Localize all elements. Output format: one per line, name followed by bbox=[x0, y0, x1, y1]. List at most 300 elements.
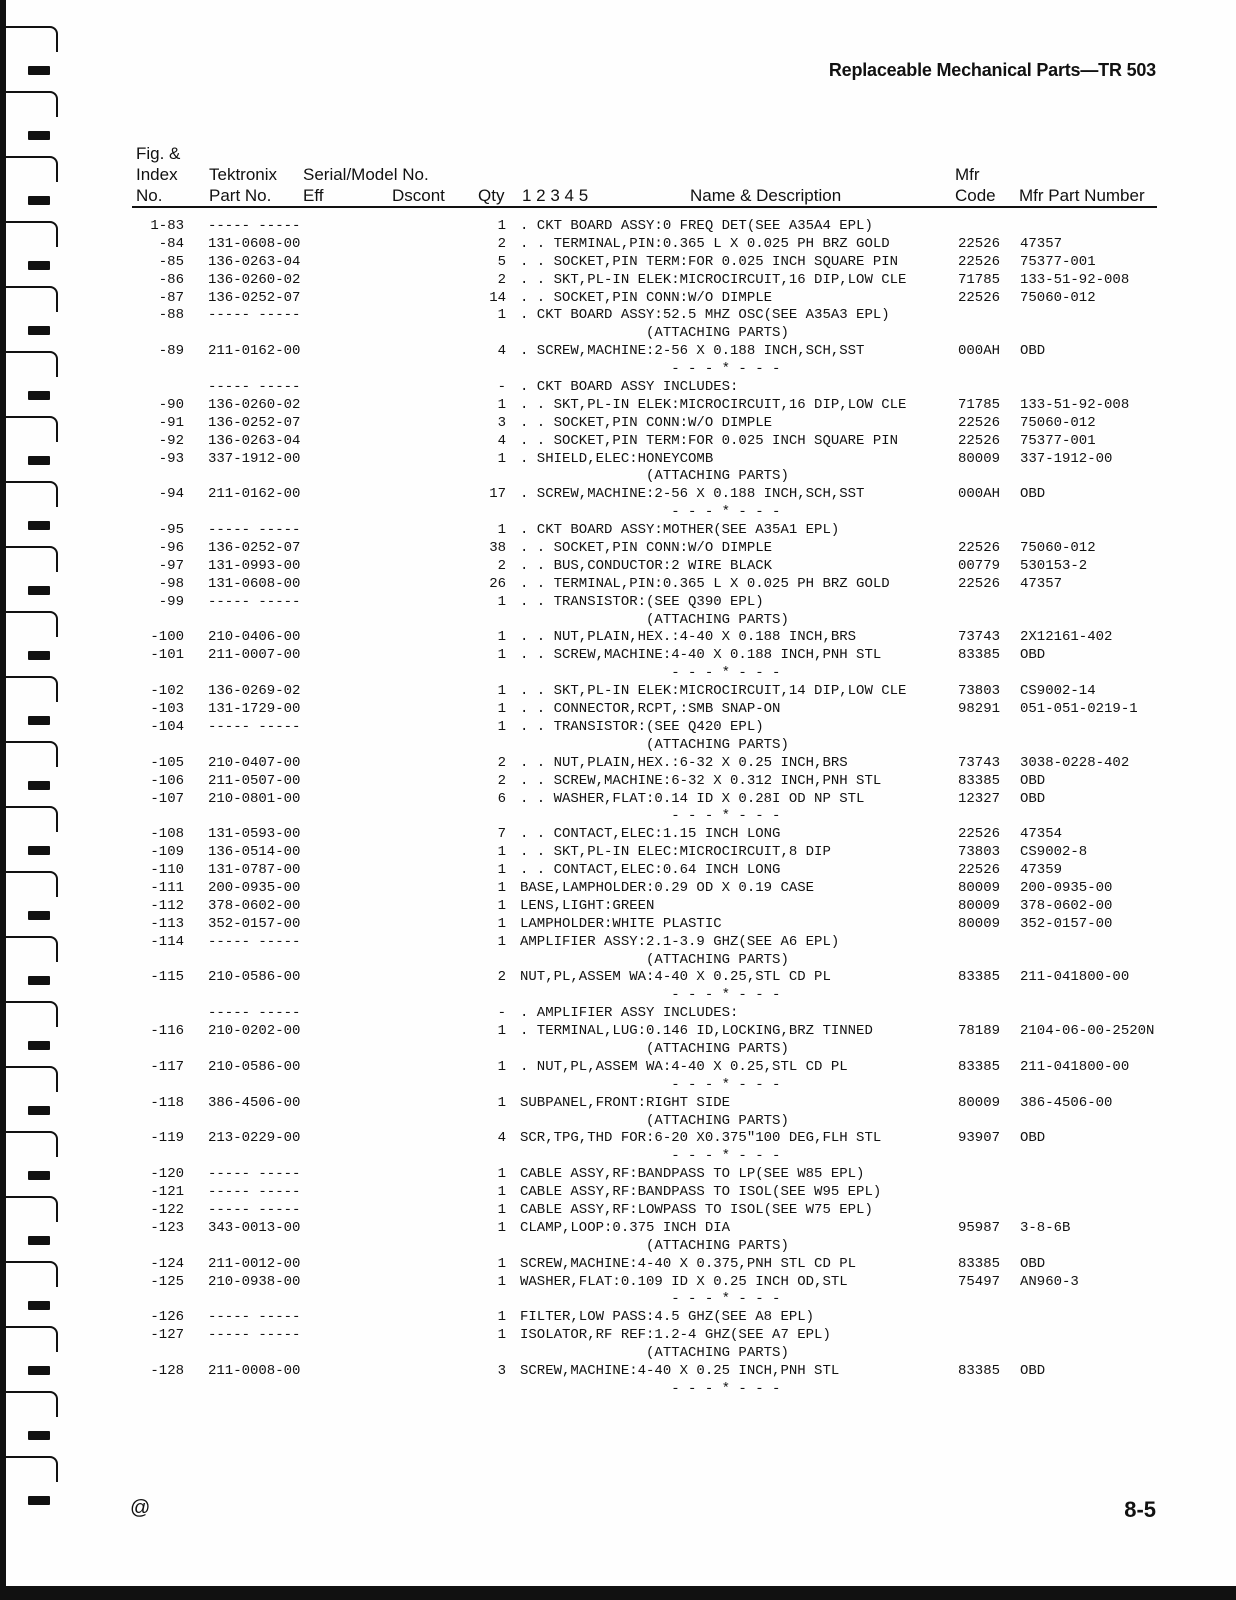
fig-index: -96 bbox=[158, 540, 184, 557]
table-row bbox=[0, 737, 1236, 755]
name-description: - - - * - - - bbox=[520, 1380, 781, 1397]
name-description: SCREW,MACHINE:4-40 X 0.375,PNH STL CD PL bbox=[520, 1255, 857, 1272]
table-row bbox=[0, 934, 1236, 952]
binder-tab bbox=[28, 66, 50, 75]
mfr-code: 80009 bbox=[958, 1094, 1001, 1111]
fig-index: -87 bbox=[158, 289, 184, 306]
mfr-part-number: 378-0602-00 bbox=[1020, 897, 1113, 914]
fig-index: -94 bbox=[158, 486, 184, 503]
name-description: . . BUS,CONDUCTOR:2 WIRE BLACK bbox=[520, 557, 773, 574]
quantity: 1 bbox=[497, 629, 506, 646]
mfr-code: 22526 bbox=[958, 235, 1001, 252]
table-row bbox=[0, 719, 1236, 737]
name-description: . . SKT,PL-IN ELEK:MICROCIRCUIT,14 DIP,LOW CLE bbox=[520, 683, 907, 700]
quantity: 1 bbox=[497, 1094, 506, 1111]
name-description: SUBPANEL,FRONT:RIGHT SIDE bbox=[520, 1094, 731, 1111]
quantity: 1 bbox=[497, 1201, 506, 1218]
part-number: 211-0162-00 bbox=[208, 343, 301, 360]
part-number: ----- ----- bbox=[208, 1327, 301, 1344]
mfr-code: 00779 bbox=[958, 557, 1001, 574]
name-description: . . SKT,PL-IN ELEK:MICROCIRCUIT,16 DIP,LOW CLE bbox=[520, 271, 907, 288]
quantity: 4 bbox=[497, 1130, 506, 1147]
mfr-part-number: 200-0935-00 bbox=[1020, 879, 1113, 896]
mfr-code: 71785 bbox=[958, 271, 1001, 288]
mfr-part-number: OBD bbox=[1020, 1255, 1046, 1272]
mfr-code: 22526 bbox=[958, 289, 1001, 306]
col-dscont: Dscont bbox=[392, 186, 445, 205]
fig-index: 1-83 bbox=[150, 218, 184, 234]
quantity: 1 bbox=[497, 1273, 506, 1290]
table-row bbox=[0, 969, 1236, 987]
quantity: - bbox=[497, 1005, 506, 1022]
table-row bbox=[0, 1202, 1236, 1220]
table-row bbox=[0, 1184, 1236, 1202]
name-description: (ATTACHING PARTS) bbox=[520, 611, 789, 628]
quantity: 2 bbox=[497, 754, 506, 771]
name-description: . . SOCKET,PIN CONN:W/O DIMPLE bbox=[520, 414, 773, 431]
part-number: 210-0202-00 bbox=[208, 1023, 301, 1040]
fig-index: -126 bbox=[150, 1309, 184, 1326]
fig-index: -100 bbox=[150, 629, 184, 646]
quantity: 3 bbox=[497, 1363, 506, 1379]
fig-index: -128 bbox=[150, 1363, 184, 1379]
table-row bbox=[0, 1327, 1236, 1345]
part-number: 136-0252-07 bbox=[208, 540, 301, 557]
name-description: (ATTACHING PARTS) bbox=[520, 1112, 789, 1129]
table-row bbox=[0, 1381, 1236, 1399]
table-row bbox=[0, 290, 1236, 308]
part-number: 211-0162-00 bbox=[208, 486, 301, 503]
col-eff: Eff bbox=[303, 186, 324, 205]
name-description: . CKT BOARD ASSY:52.5 MHZ OSC(SEE A35A3 EPL) bbox=[520, 307, 890, 324]
name-description: SCR,TPG,THD FOR:6-20 X0.375"100 DEG,FLH STL bbox=[520, 1130, 882, 1147]
mfr-part-number: OBD bbox=[1020, 647, 1046, 664]
mfr-part-number: 2104-06-00-2520N bbox=[1020, 1023, 1155, 1040]
scan-bottom-border bbox=[0, 1586, 1236, 1600]
name-description: - - - * - - - bbox=[520, 665, 781, 682]
quantity: 1 bbox=[497, 593, 506, 610]
fig-index: -110 bbox=[150, 862, 184, 879]
fig-index: -103 bbox=[150, 701, 184, 718]
part-number: 343-0013-00 bbox=[208, 1219, 301, 1236]
table-row bbox=[0, 415, 1236, 433]
table-row bbox=[0, 1238, 1236, 1256]
mfr-part-number: 47357 bbox=[1020, 575, 1063, 592]
quantity: 1 bbox=[497, 1184, 506, 1201]
mfr-part-number: OBD bbox=[1020, 772, 1046, 789]
name-description: - - - * - - - bbox=[520, 808, 781, 825]
table-row bbox=[0, 952, 1236, 970]
part-number: ----- ----- bbox=[208, 307, 301, 324]
table-row bbox=[0, 218, 1236, 236]
mfr-part-number: 75377-001 bbox=[1020, 253, 1096, 270]
table-row bbox=[0, 665, 1236, 683]
mfr-part-number: 47359 bbox=[1020, 862, 1063, 879]
quantity: 1 bbox=[497, 218, 506, 234]
name-description: . NUT,PL,ASSEM WA:4-40 X 0.25,STL CD PL bbox=[520, 1058, 848, 1075]
name-description: . CKT BOARD ASSY:MOTHER(SEE A35A1 EPL) bbox=[520, 522, 840, 539]
mfr-part-number: 75060-012 bbox=[1020, 414, 1096, 431]
table-row bbox=[0, 1095, 1236, 1113]
table-row bbox=[0, 1113, 1236, 1131]
page-header-title: Replaceable Mechanical Parts—TR 503 bbox=[828, 60, 1156, 80]
name-description: (ATTACHING PARTS) bbox=[520, 951, 789, 968]
name-description: - - - * - - - bbox=[520, 1076, 781, 1093]
mfr-part-number: OBD bbox=[1020, 790, 1046, 807]
mfr-code: 22526 bbox=[958, 253, 1001, 270]
fig-index: -90 bbox=[158, 396, 184, 413]
part-number: 136-0269-02 bbox=[208, 683, 301, 700]
mfr-code: 22526 bbox=[958, 432, 1001, 449]
table-row bbox=[0, 1148, 1236, 1166]
part-number: 131-1729-00 bbox=[208, 701, 301, 718]
quantity: 4 bbox=[497, 343, 506, 360]
quantity: 1 bbox=[497, 862, 506, 879]
mfr-part-number: 352-0157-00 bbox=[1020, 915, 1113, 932]
mfr-code: 93907 bbox=[958, 1130, 1001, 1147]
table-row bbox=[0, 1363, 1236, 1381]
quantity: 1 bbox=[497, 1327, 506, 1344]
part-number: ----- ----- bbox=[208, 1309, 301, 1326]
mfr-code: 80009 bbox=[958, 450, 1001, 467]
part-number: ----- ----- bbox=[208, 718, 301, 735]
mfr-code: 83385 bbox=[958, 1058, 1001, 1075]
fig-index: -84 bbox=[158, 235, 184, 252]
quantity: 1 bbox=[497, 1058, 506, 1075]
quantity: 2 bbox=[497, 772, 506, 789]
name-description: . . SCREW,MACHINE:4-40 X 0.188 INCH,PNH STL bbox=[520, 647, 882, 664]
mfr-code: 83385 bbox=[958, 1255, 1001, 1272]
part-number: 131-0993-00 bbox=[208, 557, 301, 574]
quantity: 1 bbox=[497, 718, 506, 735]
mfr-code: 98291 bbox=[958, 701, 1001, 718]
part-number: 136-0260-02 bbox=[208, 396, 301, 413]
quantity: 2 bbox=[497, 271, 506, 288]
fig-index: -121 bbox=[150, 1184, 184, 1201]
part-number: 210-0406-00 bbox=[208, 629, 301, 646]
mfr-part-number: 211-041800-00 bbox=[1020, 969, 1130, 986]
table-row bbox=[0, 1077, 1236, 1095]
name-description: . . SOCKET,PIN TERM:FOR 0.025 INCH SQUARE PIN bbox=[520, 432, 899, 449]
table-row bbox=[0, 791, 1236, 809]
binder-tab bbox=[28, 1496, 50, 1505]
name-description: (ATTACHING PARTS) bbox=[520, 1040, 789, 1057]
fig-index: -102 bbox=[150, 683, 184, 700]
fig-index: -111 bbox=[150, 879, 184, 896]
part-number: ----- ----- bbox=[208, 1166, 301, 1183]
mfr-part-number: OBD bbox=[1020, 486, 1046, 503]
name-description: (ATTACHING PARTS) bbox=[520, 1237, 789, 1254]
table-row bbox=[0, 433, 1236, 451]
quantity: 1 bbox=[497, 897, 506, 914]
quantity: 2 bbox=[497, 969, 506, 986]
col-fig-index: Fig. & Index No. bbox=[136, 144, 181, 205]
table-row bbox=[0, 1291, 1236, 1309]
fig-index: -104 bbox=[150, 718, 184, 735]
table-row bbox=[0, 1345, 1236, 1363]
mfr-part-number: 133-51-92-008 bbox=[1020, 396, 1130, 413]
col-qty: Qty bbox=[478, 186, 505, 205]
mfr-code: 73743 bbox=[958, 754, 1001, 771]
mfr-code: 95987 bbox=[958, 1219, 1001, 1236]
fig-index: -124 bbox=[150, 1255, 184, 1272]
fig-index: -125 bbox=[150, 1273, 184, 1290]
table-row bbox=[0, 325, 1236, 343]
quantity: 1 bbox=[497, 683, 506, 700]
name-description: . . TERMINAL,PIN:0.365 L X 0.025 PH BRZ GOLD bbox=[520, 575, 890, 592]
mfr-code: 22526 bbox=[958, 575, 1001, 592]
mfr-part-number: 051-051-0219-1 bbox=[1020, 701, 1138, 718]
quantity: 1 bbox=[497, 307, 506, 324]
quantity: 1 bbox=[497, 396, 506, 413]
fig-index: -112 bbox=[150, 897, 184, 914]
mfr-part-number: 75377-001 bbox=[1020, 432, 1096, 449]
name-description: . CKT BOARD ASSY:0 FREQ DET(SEE A35A4 EPL) bbox=[520, 218, 873, 234]
name-description: CABLE ASSY,RF:LOWPASS TO ISOL(SEE W75 EPL) bbox=[520, 1201, 873, 1218]
fig-index: -88 bbox=[158, 307, 184, 324]
name-description: - - - * - - - bbox=[520, 504, 781, 521]
name-description: AMPLIFIER ASSY:2.1-3.9 GHZ(SEE A6 EPL) bbox=[520, 933, 840, 950]
name-description: . . NUT,PLAIN,HEX.:4-40 X 0.188 INCH,BRS bbox=[520, 629, 857, 646]
name-description: (ATTACHING PARTS) bbox=[520, 325, 789, 342]
fig-index: -108 bbox=[150, 826, 184, 843]
fig-index: -98 bbox=[158, 575, 184, 592]
table-row bbox=[0, 1023, 1236, 1041]
name-description: BASE,LAMPHOLDER:0.29 OD X 0.19 CASE bbox=[520, 879, 815, 896]
mfr-part-number: AN960-3 bbox=[1020, 1273, 1079, 1290]
quantity: 4 bbox=[497, 432, 506, 449]
part-number: ----- ----- bbox=[208, 1201, 301, 1218]
name-description: . TERMINAL,LUG:0.146 ID,LOCKING,BRZ TINNED bbox=[520, 1023, 873, 1040]
name-description: . SCREW,MACHINE:2-56 X 0.188 INCH,SCH,SST bbox=[520, 486, 865, 503]
name-description: . . CONTACT,ELEC:1.15 INCH LONG bbox=[520, 826, 781, 843]
name-description: - - - * - - - bbox=[520, 1148, 781, 1165]
mfr-code: 83385 bbox=[958, 772, 1001, 789]
parts-list bbox=[0, 218, 1236, 1399]
name-description: CABLE ASSY,RF:BANDPASS TO LP(SEE W85 EPL) bbox=[520, 1166, 865, 1183]
part-number: ----- ----- bbox=[208, 522, 301, 539]
mfr-part-number: 47354 bbox=[1020, 826, 1063, 843]
table-row bbox=[0, 683, 1236, 701]
fig-index: -119 bbox=[150, 1130, 184, 1147]
fig-index: -89 bbox=[158, 343, 184, 360]
part-number: 210-0586-00 bbox=[208, 1058, 301, 1075]
part-number: 131-0608-00 bbox=[208, 575, 301, 592]
table-row bbox=[0, 773, 1236, 791]
table-row bbox=[0, 343, 1236, 361]
table-row bbox=[0, 361, 1236, 379]
table-row bbox=[0, 594, 1236, 612]
quantity: 1 bbox=[497, 1023, 506, 1040]
column-headers bbox=[0, 138, 1236, 206]
table-row bbox=[0, 1309, 1236, 1327]
mfr-code: 80009 bbox=[958, 915, 1001, 932]
quantity: 26 bbox=[489, 575, 506, 592]
table-row bbox=[0, 1041, 1236, 1059]
part-number: 211-0012-00 bbox=[208, 1255, 301, 1272]
part-number: 136-0252-07 bbox=[208, 414, 301, 431]
part-number: ----- ----- bbox=[208, 218, 301, 234]
mfr-part-number: 133-51-92-008 bbox=[1020, 271, 1130, 288]
quantity: 2 bbox=[497, 557, 506, 574]
name-description: - - - * - - - bbox=[520, 361, 781, 378]
mfr-part-number: 47357 bbox=[1020, 235, 1063, 252]
fig-index: -86 bbox=[158, 271, 184, 288]
quantity: 1 bbox=[497, 450, 506, 467]
mfr-part-number: CS9002-14 bbox=[1020, 683, 1096, 700]
fig-index: -115 bbox=[150, 969, 184, 986]
mfr-code: 83385 bbox=[958, 647, 1001, 664]
name-description: . . SOCKET,PIN TERM:FOR 0.025 INCH SQUARE PIN bbox=[520, 253, 899, 270]
part-number: 136-0260-02 bbox=[208, 271, 301, 288]
part-number: ----- ----- bbox=[208, 1005, 301, 1022]
mfr-part-number: CS9002-8 bbox=[1020, 844, 1088, 861]
table-row bbox=[0, 1274, 1236, 1292]
table-row bbox=[0, 844, 1236, 862]
quantity: 14 bbox=[489, 289, 506, 306]
part-number: 200-0935-00 bbox=[208, 879, 301, 896]
name-description: SCREW,MACHINE:4-40 X 0.25 INCH,PNH STL bbox=[520, 1363, 840, 1379]
table-row bbox=[0, 379, 1236, 397]
quantity: 7 bbox=[497, 826, 506, 843]
mfr-part-number: 530153-2 bbox=[1020, 557, 1088, 574]
quantity: 1 bbox=[497, 915, 506, 932]
quantity: 1 bbox=[497, 522, 506, 539]
table-row bbox=[0, 558, 1236, 576]
footer-mark: @ bbox=[130, 1497, 151, 1519]
mfr-code: 73803 bbox=[958, 844, 1001, 861]
col-mfr-code: Mfr Code bbox=[955, 165, 996, 205]
name-description: LENS,LIGHT:GREEN bbox=[520, 897, 655, 914]
mfr-part-number: OBD bbox=[1020, 1363, 1046, 1379]
name-description: . . NUT,PLAIN,HEX.:6-32 X 0.25 INCH,BRS bbox=[520, 754, 848, 771]
name-description: . SCREW,MACHINE:2-56 X 0.188 INCH,SCH,SST bbox=[520, 343, 865, 360]
quantity: 1 bbox=[497, 879, 506, 896]
table-row bbox=[0, 808, 1236, 826]
name-description: . . SOCKET,PIN CONN:W/O DIMPLE bbox=[520, 540, 773, 557]
mfr-code: 22526 bbox=[958, 540, 1001, 557]
table-row bbox=[0, 880, 1236, 898]
col-serial-model: Serial/Model No. bbox=[303, 165, 429, 184]
mfr-part-number: 211-041800-00 bbox=[1020, 1058, 1130, 1075]
part-number: 136-0263-04 bbox=[208, 432, 301, 449]
table-row bbox=[0, 576, 1236, 594]
name-description: . CKT BOARD ASSY INCLUDES: bbox=[520, 379, 739, 396]
fig-index: -122 bbox=[150, 1201, 184, 1218]
col-name-description: Name & Description bbox=[690, 186, 842, 205]
mfr-code: 83385 bbox=[958, 1363, 1001, 1379]
quantity: 1 bbox=[497, 647, 506, 664]
name-description: NUT,PL,ASSEM WA:4-40 X 0.25,STL CD PL bbox=[520, 969, 831, 986]
quantity: 38 bbox=[489, 540, 506, 557]
name-description: WASHER,FLAT:0.109 ID X 0.25 INCH OD,STL bbox=[520, 1273, 848, 1290]
name-description: (ATTACHING PARTS) bbox=[520, 736, 789, 753]
name-description: . . WASHER,FLAT:0.14 ID X 0.28I OD NP STL bbox=[520, 790, 865, 807]
table-row bbox=[0, 647, 1236, 665]
part-number: 378-0602-00 bbox=[208, 897, 301, 914]
table-row bbox=[0, 755, 1236, 773]
part-number: ----- ----- bbox=[208, 1184, 301, 1201]
mfr-code: 78189 bbox=[958, 1023, 1001, 1040]
page-number: 8-5 bbox=[1124, 1497, 1156, 1522]
part-number: 131-0593-00 bbox=[208, 826, 301, 843]
fig-index: -113 bbox=[150, 915, 184, 932]
col-part-no: Tektronix Part No. bbox=[209, 165, 278, 205]
fig-index: -120 bbox=[150, 1166, 184, 1183]
mfr-code: 12327 bbox=[958, 790, 1001, 807]
part-number: 210-0801-00 bbox=[208, 790, 301, 807]
table-row bbox=[0, 1005, 1236, 1023]
fig-index: -93 bbox=[158, 450, 184, 467]
name-description: . . TRANSISTOR:(SEE Q390 EPL) bbox=[520, 593, 764, 610]
part-number: 210-0407-00 bbox=[208, 754, 301, 771]
binder-hook bbox=[0, 91, 58, 117]
mfr-part-number: 3-8-6B bbox=[1020, 1219, 1071, 1236]
part-number: 131-0608-00 bbox=[208, 235, 301, 252]
fig-index: -114 bbox=[150, 933, 184, 950]
table-row bbox=[0, 1130, 1236, 1148]
quantity: 5 bbox=[497, 253, 506, 270]
mfr-code: 73803 bbox=[958, 683, 1001, 700]
name-description: . . CONNECTOR,RCPT,:SMB SNAP-ON bbox=[520, 701, 781, 718]
mfr-code: 80009 bbox=[958, 897, 1001, 914]
table-row bbox=[0, 1166, 1236, 1184]
name-description: (ATTACHING PARTS) bbox=[520, 468, 789, 485]
fig-index: -99 bbox=[158, 593, 184, 610]
fig-index: -95 bbox=[158, 522, 184, 539]
name-description: . AMPLIFIER ASSY INCLUDES: bbox=[520, 1005, 739, 1022]
fig-index: -105 bbox=[150, 754, 184, 771]
quantity: 1 bbox=[497, 933, 506, 950]
quantity: 1 bbox=[497, 1255, 506, 1272]
fig-index: -92 bbox=[158, 432, 184, 449]
fig-index: -97 bbox=[158, 557, 184, 574]
part-number: 131-0787-00 bbox=[208, 862, 301, 879]
binder-hook bbox=[0, 1456, 58, 1482]
name-description: ISOLATOR,RF REF:1.2-4 GHZ(SEE A7 EPL) bbox=[520, 1327, 831, 1344]
part-number: 136-0514-00 bbox=[208, 844, 301, 861]
table-row bbox=[0, 397, 1236, 415]
part-number: 337-1912-00 bbox=[208, 450, 301, 467]
quantity: - bbox=[497, 379, 506, 396]
part-number: 211-0008-00 bbox=[208, 1363, 301, 1379]
name-description: . . CONTACT,ELEC:0.64 INCH LONG bbox=[520, 862, 781, 879]
fig-index: -116 bbox=[150, 1023, 184, 1040]
mfr-code: 71785 bbox=[958, 396, 1001, 413]
fig-index: -127 bbox=[150, 1327, 184, 1344]
mfr-code: 000AH bbox=[958, 343, 1001, 360]
fig-index: -123 bbox=[150, 1219, 184, 1236]
quantity: 17 bbox=[489, 486, 506, 503]
part-number: 352-0157-00 bbox=[208, 915, 301, 932]
quantity: 1 bbox=[497, 844, 506, 861]
mfr-part-number: 75060-012 bbox=[1020, 289, 1096, 306]
part-number: ----- ----- bbox=[208, 933, 301, 950]
quantity: 3 bbox=[497, 414, 506, 431]
name-description: . SHIELD,ELEC:HONEYCOMB bbox=[520, 450, 714, 467]
mfr-part-number: 337-1912-00 bbox=[1020, 450, 1113, 467]
table-row bbox=[0, 826, 1236, 844]
part-number: 136-0263-04 bbox=[208, 253, 301, 270]
name-description: . . SKT,PL-IN ELEK:MICROCIRCUIT,16 DIP,LOW CLE bbox=[520, 396, 907, 413]
name-description: . . SKT,PL-IN ELEC:MICROCIRCUIT,8 DIP bbox=[520, 844, 831, 861]
part-number: 386-4506-00 bbox=[208, 1094, 301, 1111]
col-indent-levels: 1 2 3 4 5 bbox=[522, 186, 589, 205]
quantity: 1 bbox=[497, 1309, 506, 1326]
mfr-code: 80009 bbox=[958, 879, 1001, 896]
table-row bbox=[0, 987, 1236, 1005]
quantity: 1 bbox=[497, 1166, 506, 1183]
